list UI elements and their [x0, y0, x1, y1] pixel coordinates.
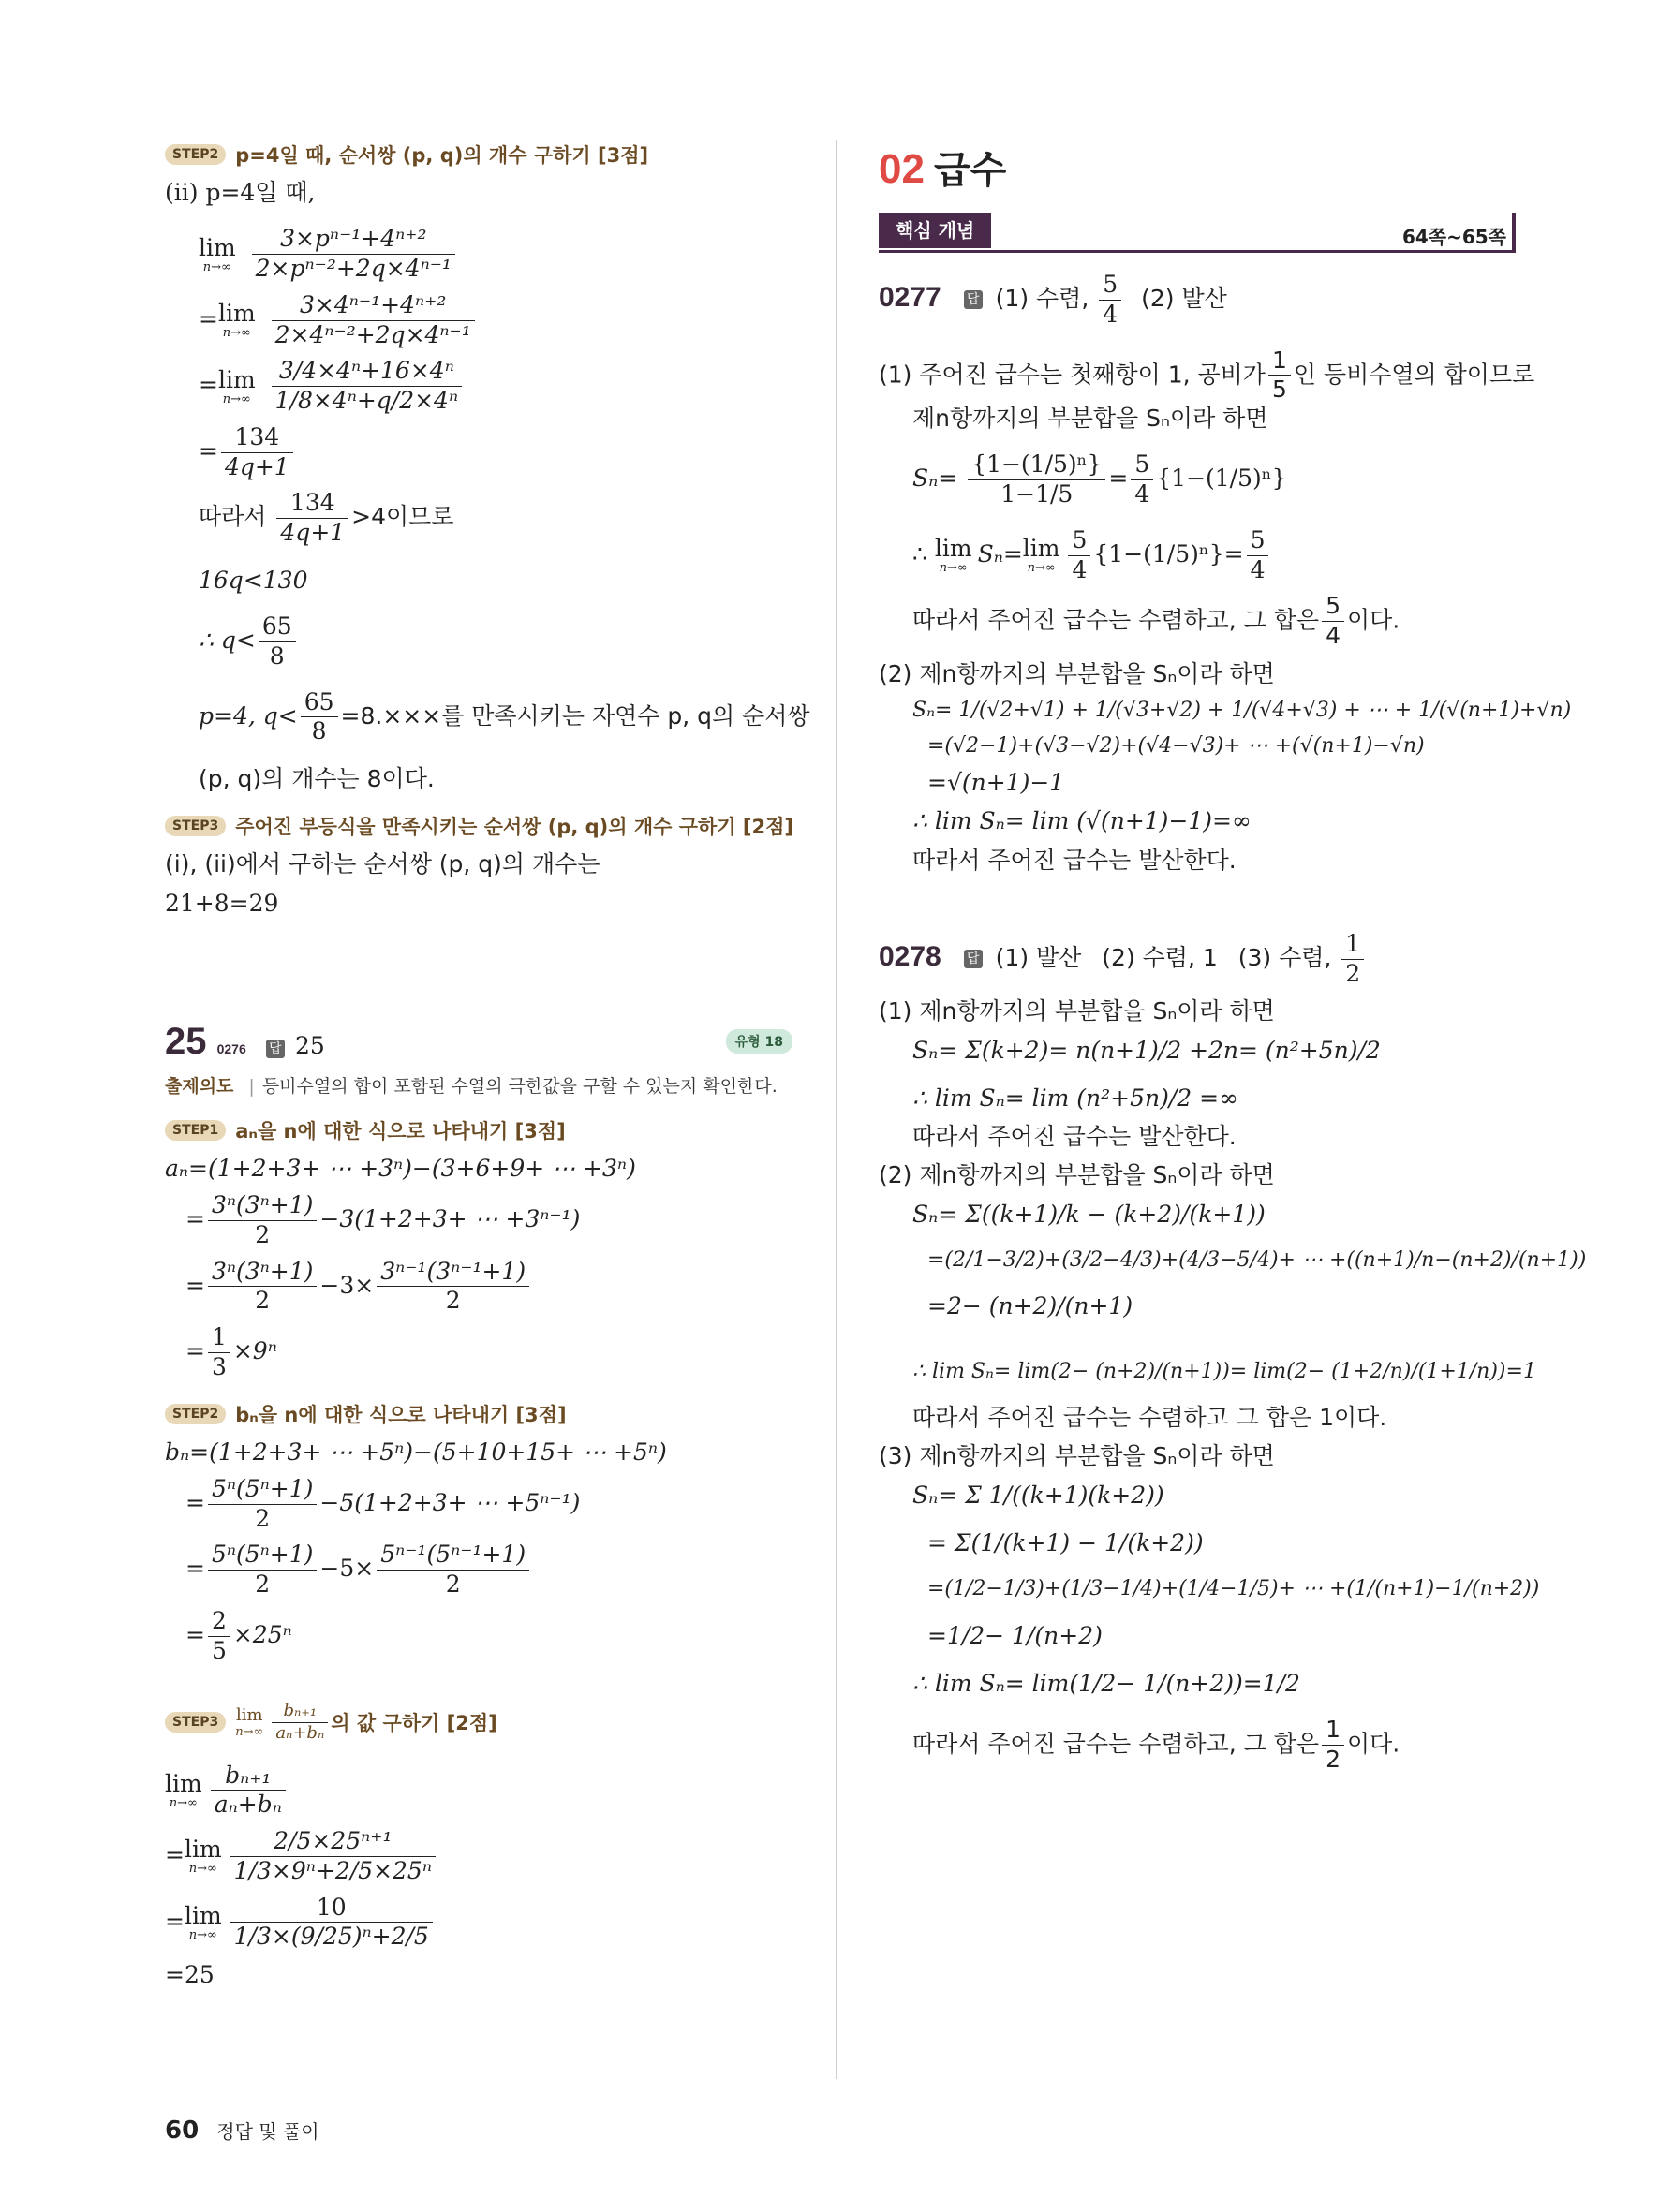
problem-number: 25 — [165, 1020, 207, 1062]
step-title: 주어진 부등식을 만족시키는 순서쌍 (p, q)의 개수 구하기 [2점] — [235, 816, 794, 839]
r1-conclusion: 따라서 주어진 급수는 수렴하고, 그 합은 $\frac{5}{4}$ 이다. — [912, 592, 1400, 649]
section-title: 급수 — [933, 149, 1007, 192]
limit-result: = $\frac{134}{4q+1}$ — [199, 424, 802, 481]
bn-line-3: = $\frac{\text{5ⁿ(5ⁿ+1)}}{2}$ −5× $\frac{\text{5ⁿ⁻¹(5ⁿ⁻¹+1)}}{2}$ — [185, 1541, 802, 1599]
s2-line-4: ∴ lim Sₙ= lim(2− (n+2)/(n+1))= lim(2− (1+2/n)/(1+1/n))=1 — [912, 1359, 1536, 1383]
an-line-4: = $\frac{1}{3}$ ×9ⁿ — [185, 1323, 277, 1380]
step-header: STEP3 lim n→∞ $\frac{\text{bₙ₊₁}}{\text{aₙ+bₙ}}$ 의 값 구하기 [2점] — [165, 1702, 802, 1743]
r2-line-2: =(√2−1)+(√3−√2)+(√4−√3)+ ⋯ +(√(n+1)−√n) — [927, 733, 1425, 758]
s3-line-2: = Σ(1/(k+1) − 1/(k+2)) — [927, 1528, 1204, 1556]
step-header — [165, 1400, 802, 1428]
s1-line-1: Sₙ= Σ(k+2)= n(n+1)/2 +2n= (n²+5n)/2 — [912, 1036, 1381, 1064]
bn-definition: bₙ=(1+2+3+ ⋯ +5ⁿ)−(5+10+15+ ⋯ +5ⁿ) — [165, 1438, 667, 1466]
core-bar-end — [1512, 213, 1516, 250]
exam-intent: 출제의도 | 등비수열의 합이 포함된 수열의 극한값을 구할 수 있는지 확인한다. — [165, 1075, 778, 1097]
s2-conclusion: 따라서 주어진 급수는 수렴하고 그 합은 1이다. — [912, 1404, 1387, 1431]
s2-line-2: =(2/1−3/2)+(3/2−4/3)+(4/3−5/4)+ ⋯ +((n+1)/n−(n+2)/(n+1)) — [927, 1247, 1587, 1272]
answer-icon: 답 — [964, 290, 983, 309]
section-number: 02 — [879, 146, 925, 192]
r2-intro: (2) 제n항까지의 부분합을 Sₙ이라 하면 — [879, 659, 1275, 687]
s3-line-1: Sₙ= Σ 1/((k+1)(k+2)) — [912, 1481, 1164, 1509]
step-header — [165, 812, 802, 840]
s3-line-3: =(1/2−1/3)+(1/3−1/4)+(1/4−1/5)+ ⋯ +(1/(n+1)−1/(n+2)) — [927, 1577, 1540, 1600]
r1-limit: ∴ lim n→∞ Sₙ=lim n→∞ $\frac{5}{4}$ {1−(1/5)ⁿ}= $\frac{5}{4}$ — [912, 527, 1516, 584]
core-concept-bar — [879, 213, 1516, 253]
line-16q: 16q<130 — [199, 566, 308, 594]
step-title: p=4일 때, 순서쌍 (p, q)의 개수 구하기 [3점] — [235, 144, 649, 167]
limit-b-2: =lim n→∞ $\frac{\text{2/5×25ⁿ⁺¹}}{\text{1/3×9ⁿ+2/5×25ⁿ}}$ — [165, 1828, 802, 1885]
core-concept-pages: 64쪽~65쪽 — [1401, 226, 1506, 248]
an-line-2: = $\frac{\text{3ⁿ(3ⁿ+1)}}{2}$ −3(1+2+3+ ⋯ +3ⁿ⁻¹) — [185, 1191, 581, 1248]
answer-icon: 답 — [964, 950, 983, 968]
problem-code: 0276 — [216, 1040, 246, 1056]
bn-line-4: = $\frac{2}{5}$ ×25ⁿ — [185, 1606, 292, 1664]
step-header — [165, 1116, 802, 1144]
limit-b-final: =25 — [165, 1961, 215, 1989]
s3-conclusion: 따라서 주어진 급수는 수렴하고, 그 합은 $\frac{1}{2}$ 이다. — [912, 1716, 1400, 1773]
limit-line-2: =lim n→∞ $\frac{\text{3×4ⁿ⁻¹+4ⁿ⁺²}}{\text{2×4ⁿ⁻²+2q×4ⁿ⁻¹}}$ — [199, 292, 802, 349]
limit-b-1: lim n→∞ $\frac{\text{bₙ₊₁}}{\text{aₙ+bₙ}}$ — [165, 1762, 802, 1820]
s3-intro: (3) 제n항까지의 부분합을 Sₙ이라 하면 — [879, 1442, 1275, 1470]
step-title: aₙ을 n에 대한 식으로 나타내기 [3점] — [235, 1119, 566, 1143]
total-intro: (i), (ii)에서 구하는 순서쌍 (p, q)의 개수는 — [165, 850, 600, 878]
problem-number: 0278 — [879, 940, 941, 972]
bn-line-2: = $\frac{\text{5ⁿ(5ⁿ+1)}}{2}$ −5(1+2+3+ ⋯ +5ⁿ⁻¹) — [185, 1474, 581, 1532]
answer-icon: 답 — [266, 1040, 285, 1058]
r2-line-4: ∴ lim Sₙ= lim (√(n+1)−1)=∞ — [912, 807, 1252, 835]
step-tag: STEP2 — [165, 1404, 226, 1424]
right-column — [879, 140, 1587, 1774]
s3-line-5: ∴ lim Sₙ= lim(1/2− 1/(n+2))=1/2 — [912, 1669, 1300, 1697]
case-intro: (ii) p=4일 때, — [165, 179, 316, 206]
therefore-q: ∴ q< $\frac{65}{8}$ — [199, 613, 802, 671]
column-divider — [836, 140, 837, 2079]
s2-line-3: =2− (n+2)/(n+1) — [927, 1292, 1133, 1320]
step-tag: STEP3 — [165, 1712, 226, 1733]
s3-line-4: =1/2− 1/(n+2) — [927, 1621, 1103, 1649]
p4-conclusion: p=4, q< $\frac{65}{8}$ =8.×××를 만족시키는 자연수 p, q의 순서쌍 — [199, 687, 810, 745]
p4-count: (p, q)의 개수는 8이다. — [199, 765, 435, 792]
page-footer — [165, 2116, 319, 2145]
an-line-3: = $\frac{\text{3ⁿ(3ⁿ+1)}}{2}$ −3× $\frac{\text{3ⁿ⁻¹(3ⁿ⁻¹+1)}}{2}$ — [185, 1259, 802, 1316]
s1-line-2: ∴ lim Sₙ= lim (n²+5n)/2 =∞ — [912, 1084, 1238, 1112]
an-definition: aₙ=(1+2+3+ ⋯ +3ⁿ)−(3+6+9+ ⋯ +3ⁿ) — [165, 1154, 636, 1182]
step-tag: STEP1 — [165, 1120, 226, 1141]
r2-line-1: Sₙ= 1/(√2+√1) + 1/(√3+√2) + 1/(√4+√3) + ⋯ + 1/(√(n+1)+√n) — [912, 699, 1572, 722]
limit-line-3: =lim n→∞ $\frac{\text{3/4×4ⁿ+16×4ⁿ}}{\text{1/8×4ⁿ+q/2×4ⁿ}}$ — [199, 358, 802, 415]
step-tag: STEP3 — [165, 816, 226, 836]
r1-intro: (1) 주어진 급수는 첫째항이 1, 공비가 $\frac{1}{5}$ 인 등비수열의 합이므로 — [879, 346, 1535, 404]
r2-line-3: =√(n+1)−1 — [927, 769, 1065, 796]
total-result: 21+8=29 — [165, 889, 279, 917]
footer-label: 정답 및 풀이 — [216, 2120, 319, 2143]
answer-value: 25 — [294, 1031, 325, 1059]
problem-0277-header: 0277 답 (1) 수렴, $\frac{5}{4}$ (2) 발산 — [879, 271, 1227, 328]
core-concept-tag: 핵심 개념 — [879, 213, 991, 248]
s1-intro: (1) 제n항까지의 부분합을 Sₙ이라 하면 — [879, 997, 1275, 1025]
inequality-line: 따라서 $\frac{134}{4q+1}$ >4이므로 — [199, 489, 454, 546]
type-badge: 유형 18 — [726, 1029, 792, 1054]
page-number: 60 — [165, 2116, 200, 2145]
r1-sn: Sₙ= $\frac{\text{\{1−(1/5)ⁿ\}}}{1-1/5}$ = $\frac{5}{4}$ {1−(1/5)ⁿ} — [912, 450, 1287, 508]
left-column — [165, 140, 810, 1989]
limit-b-3: =lim n→∞ $\frac{10}{\text{1/3×(9/25)ⁿ+2/5}}$ — [165, 1895, 802, 1952]
problem-0278-header: 0278 답 (1) 발산 (2) 수렴, 1 (3) 수렴, $\frac{1}{2}$ — [879, 931, 1516, 988]
problem-header — [165, 1021, 792, 1063]
limit-line-1: lim n→∞ $\frac{\text{3×pⁿ⁻¹+4ⁿ⁺²}}{\text{2×pⁿ⁻²+2q×4ⁿ⁻¹}}$ — [199, 226, 802, 283]
problem-number: 0277 — [879, 281, 941, 313]
step-title: bₙ을 n에 대한 식으로 나타내기 [3점] — [235, 1403, 567, 1426]
s2-intro: (2) 제n항까지의 부분합을 Sₙ이라 하면 — [879, 1161, 1275, 1189]
s1-conclusion: 따라서 주어진 급수는 발산한다. — [912, 1123, 1237, 1150]
step-title: 의 값 구하기 [2점] — [331, 1712, 497, 1735]
r1-partial-sum: 제n항까지의 부분합을 Sₙ이라 하면 — [912, 405, 1268, 432]
r2-conclusion: 따라서 주어진 급수는 발산한다. — [912, 846, 1237, 874]
step-tag: STEP2 — [165, 144, 226, 165]
s2-line-1: Sₙ= Σ((k+1)/k − (k+2)/(k+1)) — [912, 1200, 1266, 1228]
step-header — [165, 140, 802, 169]
section-heading — [879, 140, 1516, 194]
